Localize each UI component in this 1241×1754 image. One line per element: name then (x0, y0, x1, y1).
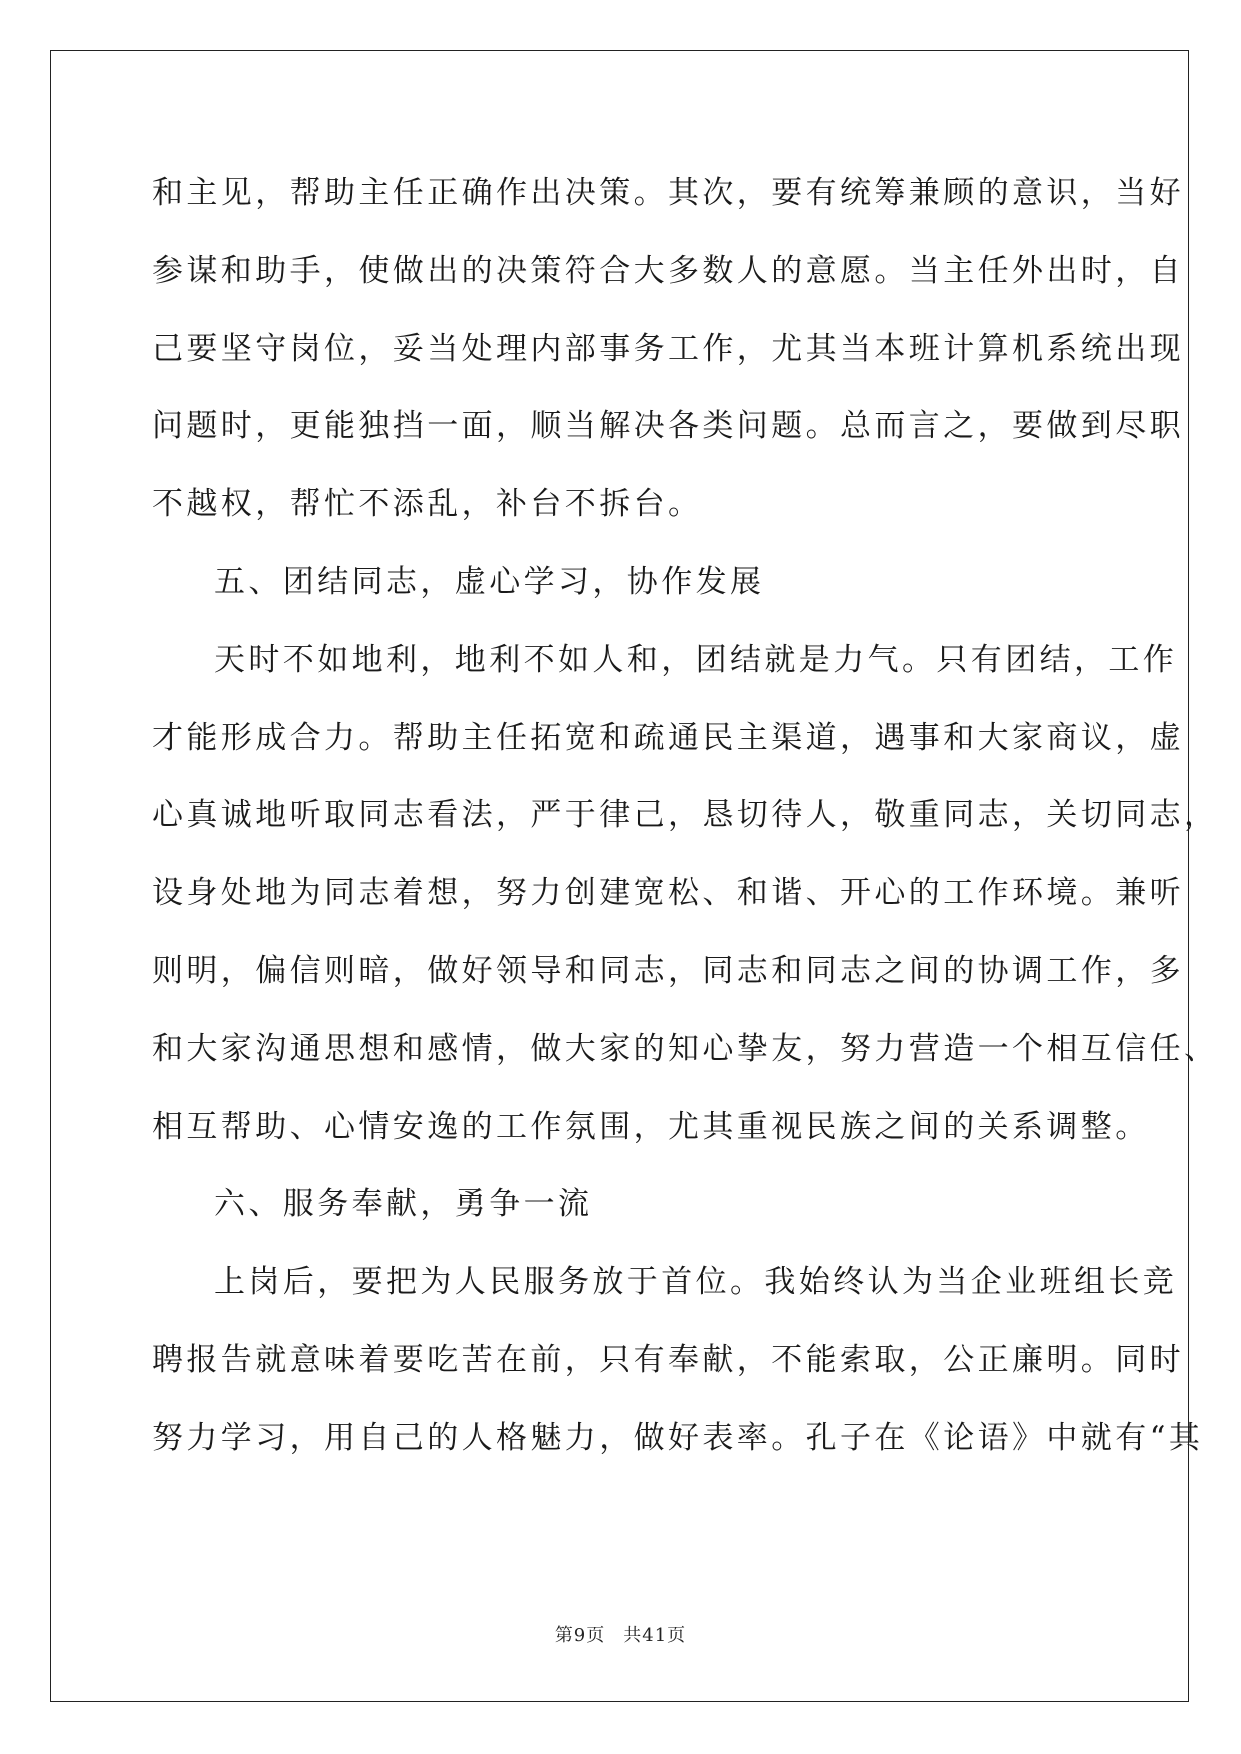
document-body (152, 155, 1219, 1478)
text-line: 上岗后，要把为人民服务放于首位。我始终认为当企业班组长竞 (214, 1264, 1178, 1301)
text-line: 己要坚守岗位，妥当处理内部事务工作，尤其当本班计算机系统出现 (152, 330, 1184, 367)
text-line: 和大家沟通思想和感情，做大家的知心挚友，努力营造一个相互信任、 (152, 1030, 1219, 1067)
text-line: 问题时，更能独挡一面，顺当解决各类问题。总而言之，要做到尽职 (152, 408, 1184, 445)
text-line: 聘报告就意味着要吃苦在前，只有奉献，不能索取，公正廉明。同时 (152, 1341, 1184, 1378)
text-line: 相互帮助、心情安逸的工作氛围，尤其重视民族之间的关系调整。 (152, 1108, 1150, 1145)
text-line: 才能形成合力。帮助主任拓宽和疏通民主渠道，遇事和大家商议，虚 (152, 719, 1184, 756)
text-line: 心真诚地听取同志看法，严于律己，恳切待人，敬重同志，关切同志， (152, 797, 1219, 834)
text-line: 和主见，帮助主任正确作出决策。其次，要有统筹兼顾的意识，当好 (152, 175, 1184, 211)
section-heading: 五、团结同志，虚心学习，协作发展 (214, 563, 765, 600)
text-line: 参谋和助手，使做出的决策符合大多数人的意愿。当主任外出时，自 (152, 252, 1184, 289)
text-line: 则明，偏信则暗，做好领导和同志，同志和同志之间的协调工作，多 (152, 952, 1184, 989)
page-total: 共41页 (623, 1625, 687, 1646)
page-footer (0, 1621, 1241, 1647)
text-line: 努力学习，用自己的人格魅力，做好表率。孔子在《论语》中就有“其 (152, 1419, 1204, 1456)
text-line: 不越权，帮忙不添乱，补台不拆台。 (152, 486, 703, 523)
text-line: 设身处地为同志着想，努力创建宽松、和谐、开心的工作环境。兼听 (152, 875, 1184, 912)
text-line: 天时不如地利，地利不如人和，团结就是力气。只有团结，工作 (214, 641, 1178, 678)
page-number: 第9页 (554, 1625, 606, 1646)
section-heading: 六、服务奉献，勇争一流 (214, 1186, 593, 1223)
